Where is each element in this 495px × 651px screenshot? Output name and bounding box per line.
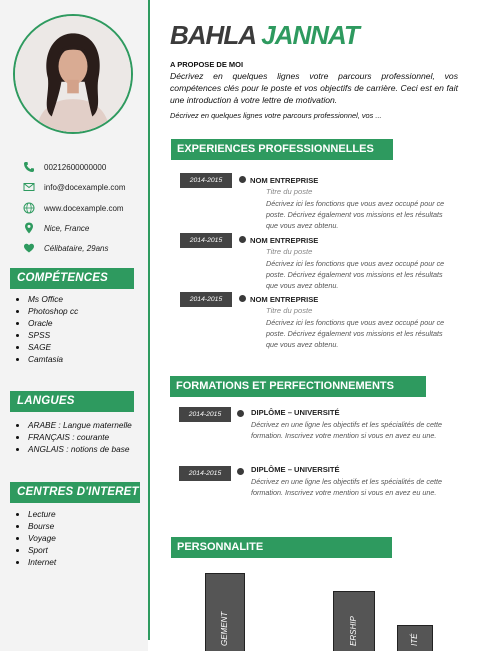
location-text: Nice, France [44, 223, 90, 233]
timeline-dot [237, 410, 244, 417]
full-name [170, 20, 359, 51]
list-item: Oracle [14, 317, 78, 329]
list-item: Camtasia [14, 353, 78, 365]
degree-name: DIPLÔME – UNIVERSITÉ [251, 408, 340, 417]
degree-description: Décrivez en une ligne les objectifs et les spécialités de cette formation. Inscrivez votre mention si vous en avez eu une. [251, 477, 442, 497]
globe-icon [22, 201, 36, 215]
personnalite-title: PERSONNALITE [171, 537, 392, 558]
job-title: Titre du poste [266, 306, 313, 315]
interets-title: CENTRES D'INTERET [10, 482, 140, 503]
timeline-dot [237, 468, 244, 475]
degree-name: DIPLÔME – UNIVERSITÉ [251, 465, 340, 474]
list-item: FRANÇAIS : courante [14, 431, 132, 443]
contact-phone [22, 159, 148, 175]
profile-photo [13, 14, 133, 134]
status-text: Célibataire, 29ans [44, 243, 109, 253]
competences-list [14, 293, 78, 365]
job-title: Titre du poste [266, 247, 313, 256]
competences-title: COMPÉTENCES [10, 268, 134, 289]
phone-icon [22, 160, 36, 174]
job-description: Décrivez ici les fonctions que vous avez occupé pour ce poste. Décrivez également vos missions et les résultats que vous avez obtenu. [266, 199, 445, 230]
job-title: Titre du poste [266, 187, 313, 196]
interets-list [14, 508, 56, 568]
timeline-dot [239, 176, 246, 183]
list-item: Voyage [14, 532, 56, 544]
about-line: Décrivez en quelques lignes votre parcours professionnel, vos ... [170, 111, 382, 120]
date-badge: 2014-2015 [179, 407, 231, 422]
formations-title: FORMATIONS ET PERFECTIONNEMENTS [170, 376, 426, 397]
personality-bar-label: ITÉ [410, 633, 419, 646]
list-item: Lecture [14, 508, 56, 520]
list-item: Bourse [14, 520, 56, 532]
list-item: ARABE : Langue maternelle [14, 419, 132, 431]
date-badge: 2014-2015 [180, 173, 232, 188]
personality-bar-label: ERSHIP [349, 616, 358, 646]
personality-bar-label: GEMENT [220, 611, 229, 646]
list-item: ANGLAIS : notions de base [14, 443, 132, 455]
date-badge: 2014-2015 [180, 292, 232, 307]
list-item: Ms Office [14, 293, 78, 305]
email-text: info@docexample.com [44, 182, 126, 192]
list-item: SPSS [14, 329, 78, 341]
company-name: NOM ENTREPRISE [250, 295, 319, 304]
date-badge: 2014-2015 [179, 466, 231, 481]
phone-text: 00212600000000 [44, 162, 107, 172]
date-badge: 2014-2015 [180, 233, 232, 248]
timeline-dot [239, 295, 246, 302]
job-description: Décrivez ici les fonctions que vous avez occupé pour ce poste. Décrivez également vos missions et les résultats que vous avez obtenu. [266, 259, 445, 290]
langues-title: LANGUES [10, 391, 134, 412]
list-item: Sport [14, 544, 56, 556]
location-pin-icon [22, 221, 36, 235]
heart-icon [22, 241, 36, 255]
list-item: Photoshop cc [14, 305, 78, 317]
last-name: JANNAT [261, 20, 359, 50]
about-title: A PROPOSE DE MOI [170, 60, 244, 69]
langues-list [14, 419, 132, 455]
list-item: SAGE [14, 341, 78, 353]
list-item: Internet [14, 556, 56, 568]
first-name: BAHLA [170, 20, 256, 50]
degree-description: Décrivez en une ligne les objectifs et les spécialités de cette formation. Inscrivez votre mention si vous en avez eu une. [251, 420, 442, 440]
contact-email [22, 179, 148, 195]
envelope-icon [22, 180, 36, 194]
job-description: Décrivez ici les fonctions que vous avez occupé pour ce poste. Décrivez également vos missions et les résultats que vous avez obtenu. [266, 318, 445, 349]
company-name: NOM ENTREPRISE [250, 176, 319, 185]
contact-website [22, 200, 148, 216]
contact-location [22, 220, 148, 236]
experiences-title: EXPERIENCES PROFESSIONNELLES [171, 139, 393, 160]
timeline-dot [239, 236, 246, 243]
company-name: NOM ENTREPRISE [250, 236, 319, 245]
divider-line [148, 0, 150, 640]
about-text: Décrivez en quelques lignes votre parcours professionnel, vos compétences clés pour le poste et vos objectifs de carrière. Ceci est en fait une introduction à votre lettre de motivation. [170, 71, 458, 105]
contact-status [22, 240, 148, 256]
website-text: www.docexample.com [44, 203, 124, 213]
